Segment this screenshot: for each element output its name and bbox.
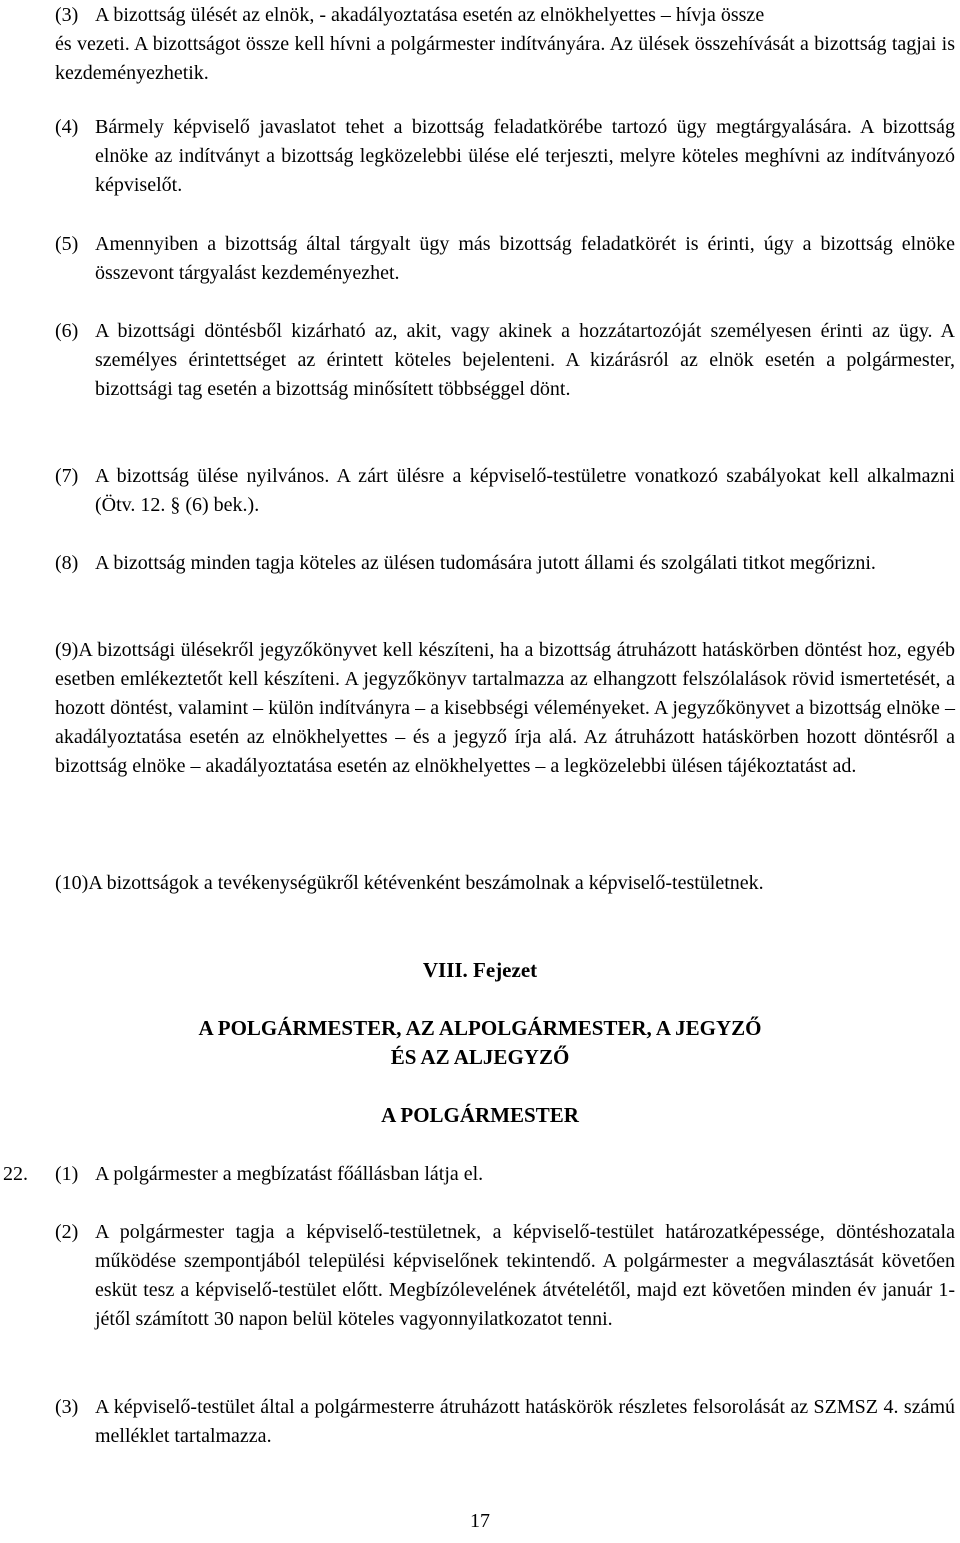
section-subtitle: A POLGÁRMESTER — [381, 1103, 579, 1127]
paragraph-number: (2) — [55, 1221, 79, 1243]
paragraph-number: (8) — [55, 552, 79, 574]
paragraph-text: A bizottság ülése nyilvános. A zárt ülésre a képviselő-testületre vonatkozó szabályokat kell alkalmazni (Ötv. 12. § (6) bek.). — [95, 465, 955, 516]
paragraph-text: Bármely képviselő javaslatot tehet a bizottság feladatkörébe tartozó ügy megtárgyalására. A bizottság elnöke az indítványt a bizottság legközelebbi ülése elé terjeszti, melyre köteles meghívni az indítványozó képviselőt. — [95, 116, 955, 196]
chapter-title-line-1: A POLGÁRMESTER, AZ ALPOLGÁRMESTER, A JEGYZŐ — [198, 1016, 762, 1040]
paragraph-text: A polgármester a megbízatást főállásban látja el. — [95, 1163, 484, 1185]
paragraph-number: (4) — [55, 116, 79, 138]
chapter-heading: VIII. Fejezet — [422, 958, 538, 982]
paragraph-number: (5) — [55, 233, 79, 255]
section-number: 22. — [3, 1163, 28, 1185]
paragraph-line: A bizottság ülését az elnök, - akadályoztatása esetén az elnökhelyettes – hívja össze — [95, 4, 765, 26]
paragraph-text: Amennyiben a bizottság által tárgyalt ügy más bizottság feladatkörét is érinti, úgy a bizottság elnöke összevont tárgyalást kezdeményezhet. — [95, 233, 955, 284]
paragraph-8 — [55, 549, 955, 578]
section-22-paragraph-1 — [55, 1160, 955, 1189]
paragraph-text: A bizottsági döntésből kizárható az, akit, vagy akinek a hozzátartozóját személyesen érinti az ügy. A személyes érintettséget az érintett köteles bejelenteni. A kizárásról az elnök esetén a polgármester, bizottsági tag esetén a bizottság minősített többséggel dönt. — [95, 320, 955, 400]
paragraph-number: (3) — [55, 1396, 79, 1418]
section-22-paragraph-3 — [55, 1393, 955, 1451]
paragraph-5 — [55, 230, 955, 288]
chapter-title-line-2: ÉS AZ ALJEGYZŐ — [390, 1045, 570, 1069]
paragraph-6 — [55, 317, 955, 404]
section-22-paragraph-2 — [55, 1218, 955, 1334]
paragraph-number: (6) — [55, 320, 79, 342]
paragraph-text: és vezeti. A bizottságot össze kell hívni a polgármester indítványára. Az ülések összehívását a bizottság tagjai is kezdeményezhetik. — [55, 33, 955, 84]
paragraph-text: A polgármester tagja a képviselő-testületnek, a képviselő-testület határozatképessége, döntéshozatala működése szempontjából települési képviselőnek tekintendő. A polgármester a megválasztását követően esküt tesz a képviselő-testület előtt. Megbízólevelének átvételétől, majd ezt követően minden év január 1-jétől számított 30 napon belül köteles vagyonnyilatkozatot tenni. — [95, 1221, 955, 1330]
paragraph-9: (9)A bizottsági ülésekről jegyzőkönyvet kell készíteni, ha a bizottság átruházott hatáskörben döntést hoz, egyéb esetben emlékeztetőt kell készíteni. A jegyzőkönyv tartalmazza az elhangzott felszólalások rövid ismertetését, a hozott döntést, valamint – külön indítványra – a kisebbségi véleményeket. A jegyzőkönyvet a bizottság elnöke – akadályoztatása esetén az elnökhelyettes – és a jegyző írja alá. Az átruházott hatáskörben hozott döntésről a bizottság elnöke – akadályoztatása esetén az elnökhelyettes – a legközelebbi ülésen tájékoztatást ad. — [55, 639, 955, 777]
paragraph-10: (10)A bizottságok a tevékenységükről kétévenként beszámolnak a képviselő-testületnek. — [55, 872, 764, 894]
paragraph-number: (7) — [55, 465, 79, 487]
paragraph-text: A képviselő-testület által a polgármesterre átruházott hatáskörök részletes felsorolását az SZMSZ 4. számú melléklet tartalmazza. — [95, 1396, 955, 1447]
paragraph-number: (1) — [55, 1163, 79, 1185]
page-number: 17 — [470, 1510, 490, 1532]
paragraph-3-top — [55, 1, 955, 88]
paragraph-number: (3) — [55, 4, 79, 26]
paragraph-7 — [55, 462, 955, 520]
paragraph-4 — [55, 113, 955, 200]
paragraph-text: A bizottság minden tagja köteles az ülésen tudomására jutott állami és szolgálati titkot megőrizni. — [95, 552, 876, 574]
